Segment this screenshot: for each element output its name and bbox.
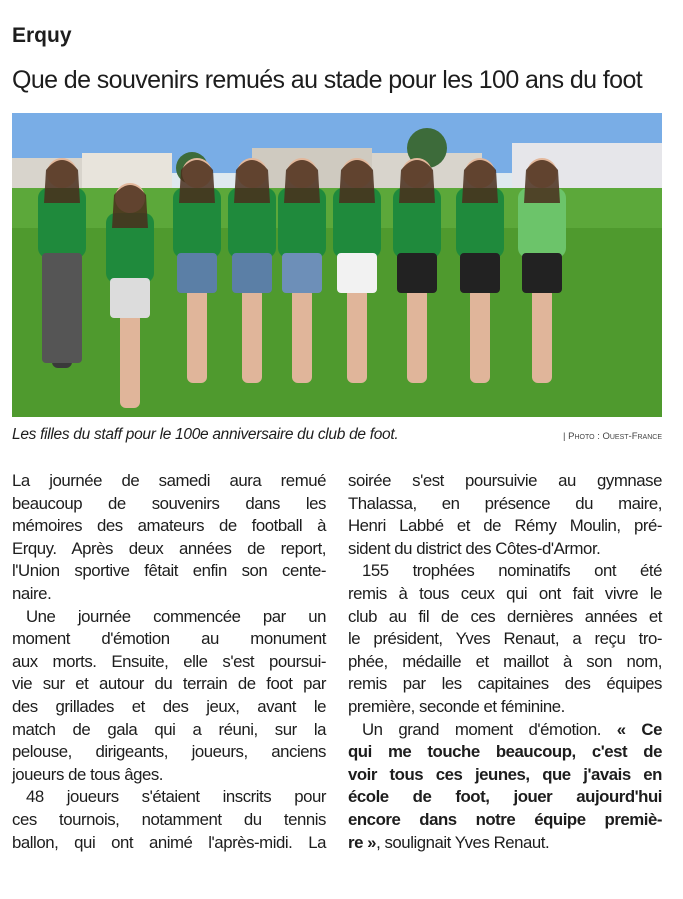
- text-line: [348, 741, 662, 764]
- body-text: 48 joueurs s'étaient inscrits pour: [26, 787, 326, 807]
- quote-text: école de foot, jouer aujourd'hui: [348, 787, 662, 807]
- body-text: première, seconde et féminine.: [348, 696, 565, 716]
- body-text: Erquy. Après deux années de report,: [12, 538, 326, 558]
- text-line: [348, 606, 662, 629]
- text-line: [348, 809, 662, 832]
- body-text: remis à tous ceux qui ont fait vivre le: [348, 583, 662, 603]
- body-text: des grillades et des jeux, avant le: [12, 696, 326, 716]
- body-text: mémoires des amateurs de football à: [12, 516, 326, 536]
- text-line: [348, 673, 662, 696]
- text-line: [348, 583, 662, 606]
- person-shape: [232, 253, 272, 293]
- text-line: [12, 515, 326, 538]
- person-shape: [339, 160, 375, 203]
- person-shape: [522, 253, 562, 293]
- text-line: [348, 493, 662, 516]
- person-shape: [177, 253, 217, 293]
- text-line: [12, 786, 326, 809]
- text-line: [12, 719, 326, 742]
- quote-text: encore dans notre équipe premiè-: [348, 809, 662, 829]
- person-shape: [112, 185, 148, 228]
- person-shape: [347, 288, 367, 383]
- person-shape: [397, 253, 437, 293]
- text-line: [12, 583, 326, 606]
- body-text: moment d'émotion au monument: [12, 629, 326, 649]
- person-shape: [42, 253, 82, 363]
- body-text: 155 trophées nominatifs ont été: [362, 561, 662, 581]
- text-line: [348, 515, 662, 538]
- text-line: [348, 719, 662, 742]
- article-column-1: [12, 470, 326, 854]
- text-line: [12, 696, 326, 719]
- photo-credit: | Photo : Ouest-France: [563, 431, 662, 442]
- person-shape: [337, 253, 377, 293]
- person-shape: [532, 288, 552, 383]
- text-line: [12, 606, 326, 629]
- text-line: [12, 673, 326, 696]
- person-shape: [284, 160, 320, 203]
- text-line: [12, 470, 326, 493]
- person-shape: [44, 160, 80, 203]
- person-shape: [179, 160, 215, 203]
- person-shape: [460, 253, 500, 293]
- text-line: [12, 538, 326, 561]
- body-text: ces tournois, notamment du tennis: [12, 809, 326, 829]
- person-shape: [407, 288, 427, 383]
- text-line: [12, 628, 326, 651]
- photo-caption: Les filles du staff pour le 100e anniversaire du club de foot.: [12, 426, 399, 443]
- body-text: aux morts. Ensuite, elle s'est poursui-: [12, 651, 326, 671]
- quote-text: re »: [348, 832, 377, 852]
- person-shape: [524, 160, 560, 203]
- body-text: ballon, qui ont animé l'après-midi. La: [12, 832, 326, 852]
- text-line: [348, 696, 662, 719]
- text-line: [12, 764, 326, 787]
- text-line: [348, 832, 662, 855]
- body-text: club au fil de ces dernières années et: [348, 606, 662, 626]
- body-text: match de gala qui a réuni, sur la: [12, 719, 326, 739]
- body-text: , soulignait Yves Renaut.: [376, 832, 550, 852]
- body-text: sident du district des Côtes-d'Armor.: [348, 538, 601, 558]
- body-text: remis par les capitaines des équipes: [348, 674, 662, 694]
- quote-text: voir tous ces jeunes, que j'avais en: [348, 764, 662, 784]
- body-text: l'Union sportive fêtait enfin son cente-: [12, 561, 326, 581]
- body-text: Thalassa, en présence du maire,: [348, 493, 662, 513]
- body-text: Un grand moment d'émotion.: [362, 719, 617, 739]
- body-text: Une journée commencée par un: [26, 606, 326, 626]
- photo-illustration: [12, 113, 662, 417]
- person-shape: [187, 288, 207, 383]
- text-line: [12, 651, 326, 674]
- text-line: [348, 470, 662, 493]
- text-line: [12, 741, 326, 764]
- person-shape: [110, 278, 150, 318]
- text-line: [12, 493, 326, 516]
- person-shape: [242, 288, 262, 383]
- article-title: Que de souvenirs remués au stade pour les 100 ans du foot: [12, 66, 643, 94]
- article-photo: [12, 113, 662, 417]
- text-line: [12, 560, 326, 583]
- text-line: [348, 764, 662, 787]
- text-line: [348, 628, 662, 651]
- text-line: [12, 832, 326, 855]
- text-line: [12, 809, 326, 832]
- person-shape: [292, 288, 312, 383]
- person-shape: [399, 160, 435, 203]
- person-shape: [234, 160, 270, 203]
- person-shape: [462, 160, 498, 203]
- section-heading: Erquy: [12, 24, 72, 47]
- quote-text: qui me touche beaucoup, c'est de: [348, 742, 662, 762]
- body-text: naire.: [12, 583, 52, 603]
- body-text: soirée s'est poursuivie au gymnase: [348, 471, 662, 490]
- body-text: le président, Yves Renaut, a reçu tro-: [348, 629, 662, 649]
- body-text: Henri Labbé et de Rémy Moulin, pré-: [348, 516, 662, 536]
- body-text: phée, médaille et maillot à son nom,: [348, 651, 662, 671]
- person-shape: [282, 253, 322, 293]
- person-shape: [120, 313, 140, 408]
- person-shape: [470, 288, 490, 383]
- body-text: pelouse, dirigeants, joueurs, anciens: [12, 742, 326, 762]
- body-text: La journée de samedi aura remué: [12, 471, 326, 490]
- quote-text: « Ce: [616, 719, 662, 739]
- article-column-2: [348, 470, 662, 854]
- body-text: vie sur et autour du terrain de foot par: [12, 674, 326, 694]
- text-line: [348, 651, 662, 674]
- text-line: [348, 560, 662, 583]
- text-line: [348, 786, 662, 809]
- body-text: beaucoup de souvenirs dans les: [12, 493, 326, 513]
- body-text: joueurs de tous âges.: [12, 764, 164, 784]
- text-line: [348, 538, 662, 561]
